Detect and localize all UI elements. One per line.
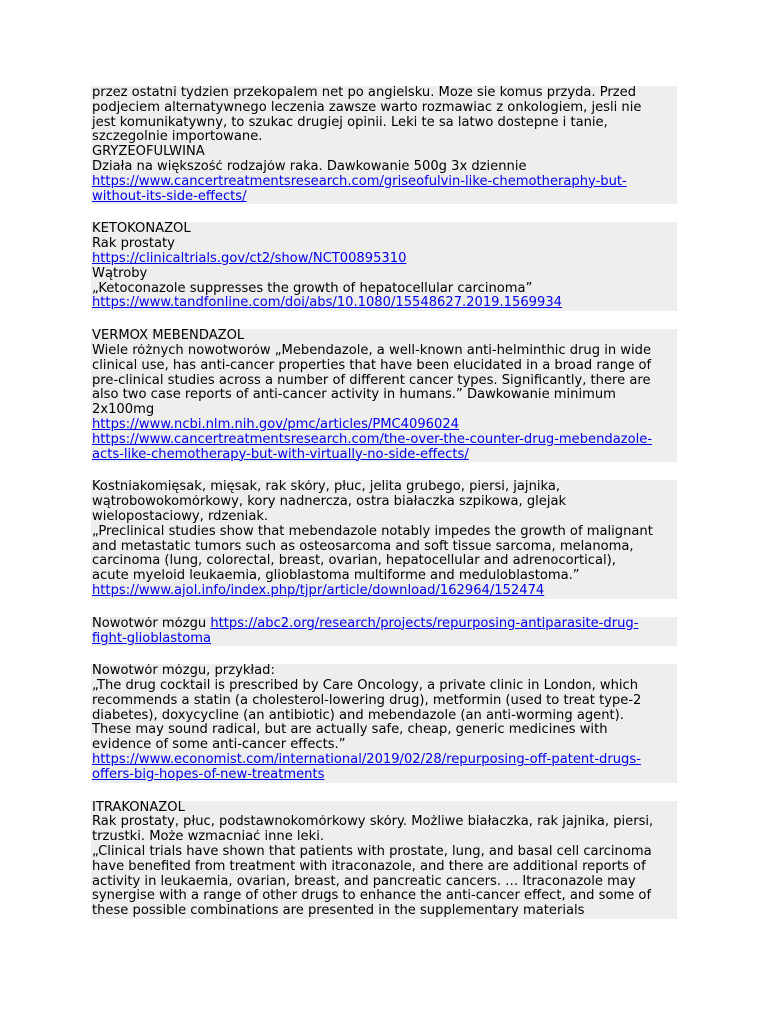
quote-line: „Clinical trials have shown that patients with prostate, lung, and basal cell carcinoma [91,845,677,860]
ketokonazol-line: Wątroby [91,267,677,282]
quote-line: activity in leukaemia, ovarian, breast, and pancreatic cancers. … Itraconazole may [91,875,677,890]
itrakonazol-text-line: Rak prostaty, płuc, podstawnokomórkowy skóry. Możliwe białaczka, rak jajnika, piersi, [91,815,677,830]
vermox-link-2[interactable]: https://www.cancertreatmentsresearch.com/the-over-the-counter-drug-mebendazole- [92,432,653,447]
quote-line: have benefited from treatment with itraconazole, and there are additional reports of [91,860,677,875]
section-heading-itrakonazol: ITRAKONAZOL [91,801,677,816]
quote-line: diabetes), doxycycline (an antibiotic) and mebendazole (an anti-worming agent). [91,709,677,724]
quote-line: synergise with a range of other drugs to enhance the anti-cancer effect, and some of [91,889,677,904]
section-heading-gryzeofulwina: GRYZEOFULWINA [91,145,677,160]
quote-line: recommends a statin (a cholesterol-lowering drug), metformin (used to treat type-2 [91,694,677,709]
intro-line: przez ostatni tydzien przekopalem net po angielsku. Moze sie komus przyda. Przed [91,86,677,101]
ajol-link[interactable]: https://www.ajol.info/index.php/tjpr/article/download/162964/152474 [92,583,545,598]
intro-line: jest komunikatywny, to szukac drugiej opinii. Leki te sa latwo dostepne i tanie, [91,116,677,131]
quote-line: carcinoma (lung, colorectal, breast, ovarian, hepatocellular and adrenocortical), [91,554,677,569]
abc2-link[interactable]: https://abc2.org/research/projects/repurposing-antiparasite-drug- [210,616,639,631]
vermox-link-1[interactable]: https://www.ncbi.nlm.nih.gov/pmc/articles/PMC4096024 [92,417,459,432]
cancer-list-line: Kostniakomięsak, mięsak, rak skóry, płuc, jelita grubego, piersi, jajnika, [91,480,677,495]
quote-line: acute myeloid leukaemia, glioblastoma multiforme and meduloblastoma.” [91,569,677,584]
quote-line: These may sound radical, but are actually safe, cheap, generic medicines with [91,723,677,738]
abc2-link[interactable]: fight-glioblastoma [92,631,212,646]
ketokonazol-link-1[interactable]: https://clinicaltrials.gov/ct2/show/NCT00895310 [92,251,407,266]
vermox-text-line: clinical use, has anti-cancer properties that have been elucidated in a broad range of [91,359,677,374]
vermox-text-line: also two case reports of anti-cancer activity in humans.” Dawkowanie minimum [91,388,677,403]
vermox-link-2[interactable]: acts-like-chemotherapy-but-with-virtually-no-side-effects/ [92,447,469,462]
intro-line: szczegolnie importowane. [91,130,677,145]
quote-line: „The drug cocktail is prescribed by Care Oncology, a private clinic in London, which [91,679,677,694]
ketokonazol-line: Rak prostaty [91,237,677,252]
quote-line: „Preclinical studies show that mebendazole notably impedes the growth of malignant [91,525,677,540]
intro-line: podjeciem alternatywnego leczenia zawsze warto rozmawiac z onkologiem, jesli nie [91,101,677,116]
brain-tumor-label: Nowotwór mózgu [92,616,211,631]
gryzeofulwina-link[interactable]: https://www.cancertreatmentsresearch.com/griseofulvin-like-chemotheraphy-but- [92,174,627,189]
vermox-text-line: Wiele różnych nowotworów „Mebendazole, a well-known anti-helminthic drug in wide [91,344,677,359]
economist-link[interactable]: offers-big-hopes-of-new-treatments [92,767,325,782]
vermox-text-line: pre-clinical studies across a number of different cancer types. Significantly, there are [91,374,677,389]
section-heading-ketokonazol: KETOKONAZOL [91,222,677,237]
cancer-list-line: wątrobowokomórkowy, kory nadnercza, ostra białaczka szpikowa, glejak [91,495,677,510]
section-heading-vermox: VERMOX MEBENDAZOL [91,329,677,344]
ketokonazol-quote: „Ketoconazole suppresses the growth of hepatocellular carcinoma” [91,282,677,297]
itrakonazol-text-line: trzustki. Może wzmacniać inne leki. [91,830,677,845]
document-page [91,86,677,919]
ketokonazol-link-2[interactable]: https://www.tandfonline.com/doi/abs/10.1080/15548627.2019.1569934 [92,296,562,311]
cancer-list-line: wielopostaciowy, rdzeniak. [91,510,677,525]
gryzeofulwina-desc: Działa na większość rodzajów raka. Dawkowanie 500g 3x dziennie [91,160,677,175]
economist-link[interactable]: https://www.economist.com/international/2019/02/28/repurposing-off-patent-drugs- [92,753,641,768]
quote-line: these possible combinations are presented in the supplementary materials [91,904,677,919]
gryzeofulwina-link[interactable]: without-its-side-effects/ [92,189,247,204]
quote-line: and metastatic tumors such as osteosarcoma and soft tissue sarcoma, melanoma, [91,540,677,555]
brain-tumor-example-label: Nowotwór mózgu, przykład: [91,664,677,679]
vermox-text-line: 2x100mg [91,403,677,418]
quote-line: evidence of some anti-cancer effects.” [91,738,677,753]
